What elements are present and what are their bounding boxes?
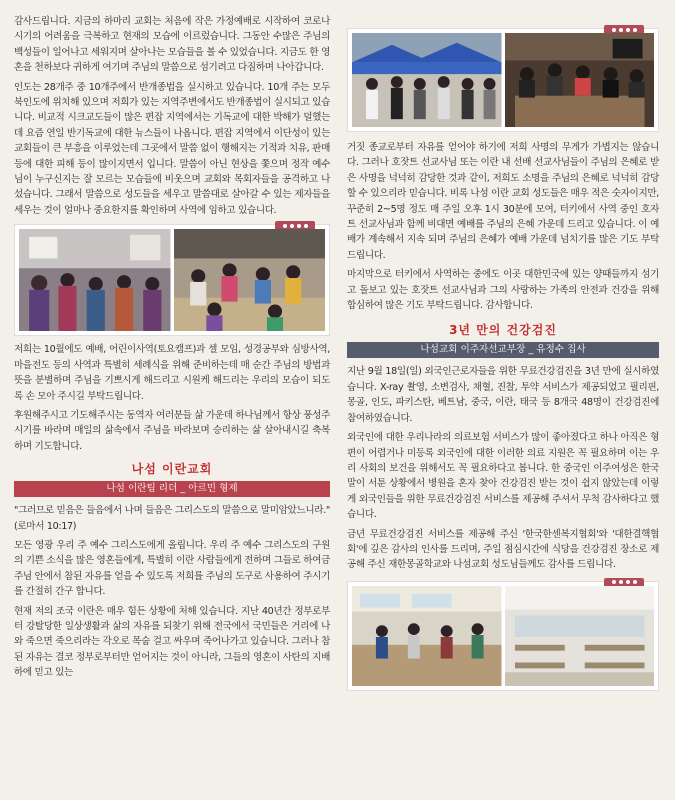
- photo-health-cafeteria: [505, 586, 655, 686]
- photo-frame-iran: [347, 28, 659, 132]
- paragraph: 인도는 28개주 중 10개주에서 반개종법을 실시하고 있습니다. 10개 주는 모두 북인도에 위치해 있으며 저희가 있는 지역주변에서도 반개종법이 실시되고 있습니다. 비교적 시크교도들이 많은 편잡 지역에서는 기독교에 대한 박해가 덜했는데 요즘 연일 반기독교에 대한 뉴스들이 나옵니다. 편잡 지역에서 이단성이 있는 교회들이 큰 부흥을 이루었는데 그곳에서 말씀 없이 행해지는 기적과 치유, 판매 등에 대한 피해 등이 많이지면서 입니다. 말씀이 아닌 현상을 쫓으며 정작 예수님이 누구신지는 잘 모르는 모습들에 비웃으며 교회와 목회자들을 공격하고 나섰습니다. 그래서 말씀으로 성도들을 세우고 말씀대로 살아갈 수 있는 제자들을 세우는 것이 얼마나 중요한지를 확인하며 사역에 임하고 있습니다.: [14, 81, 330, 216]
- paragraph: 외국인에 대한 우리나라의 의료보험 서비스가 많이 좋아졌다고 하나 아직은 형편이 어렵거나 미등록 외국인에 대한 이러한 의료 지원은 꼭 필요하며 이는 우리 사회의 보건을 위해서도 꼭 필요하다고 봅니다. 한 중국인 이주여성은 한국말이 서툰 상황에서 병원을 혼자 찾아 건강검진 받는 것이 쉽지 않았는데 이렇게 외국인들을 위한 무료건강검진 서비스를 제공해 주셔서 무척 감사하다고 했습니다.: [347, 432, 659, 521]
- paragraph: 지난 9월 18일(일) 외국인근로자들을 위한 무료건강검진을 3년 만에 실시하였습니다. X-ray 촬영, 소변검사, 채혈, 진찰, 투약 서비스가 제공되었고 필리핀, 몽골, 인도, 파키스탄, 베트남, 중국, 이란, 태국 등 8개국 48명이 건강검진에 참여하였습니다.: [347, 366, 659, 424]
- photo-children: [174, 229, 326, 331]
- author-bar: 나섬교회 이주자선교부장 _ 유정수 집사: [347, 342, 659, 358]
- photo-worship: [19, 229, 171, 331]
- paragraph: 거짓 종교로부터 자유를 얻어야 하기에 저희 사명의 무게가 가볍지는 않습니다. 그러나 호잣트 선교사님 또는 이란 내 선배 선교사님들이 주님의 은혜로 받은 사명을 넉넉히 감당한 것과 같이, 저희도 소명을 주님의 은혜로 넉넉히 감당 할 수 있으리라 믿습니다. 비록 나섬 이란 교회 성도들은 매우 적은 숫자이지만, 꾸준히 2~5명 정도 매 주일 오후 1시 30분에 모여, 터키에서 사역 중인 호자트 선교사님과 함께 비대면 예배를 주님의 은혜 가운데 드리고 있습니다. 이 예배가 계속해서 지속 되며 주님의 은혜가 예배 가운데 넘치기를 많은 기도 부탁드립니다.: [347, 142, 659, 261]
- paragraph: 마지막으로 터키에서 사역하는 중에도 이곳 대한민국에 있는 양때들까지 섬기고 돌보고 있는 호잣트 선교사님과 그의 사랑하는 가족의 안전과 건강을 위해 합심하여 많은 기도 부탁드립니다. 감사합니다.: [347, 269, 659, 312]
- paragraph: 모든 영광 우리 주 예수 그리스도에게 올립니다. 우리 주 예수 그리스도의 구원의 기쁜 소식을 많은 영혼들에게, 특별히 이란 사람들에게 전하며 그들로 하여금 주님 안에서 참된 자유를 얻을 수 있도록 저희를 주님의 도구로 사용하여 주시기를 간절히 간구 합니다.: [14, 539, 330, 598]
- photo-group-dinner: [505, 33, 655, 127]
- right-column: [347, 0, 659, 691]
- photo-frame-health: [347, 581, 659, 691]
- paragraph: 후원해주시고 기도해주시는 동역자 여러분들 삶 가운데 하나님께서 항상 풍성주시기를 바라며 매일의 삶속에서 주님을 바라보며 승리하는 삶 살아내시길 축복하며 기도합니다.: [14, 409, 330, 452]
- section-title-iran-church: 나섬 이란교회: [131, 462, 213, 477]
- bible-quote: "그러므로 믿음은 들음에서 나며 들음은 그리스도의 말씀으로 말미암았느니라."(로마서 10:17): [14, 505, 330, 532]
- paragraph: 금년 무료건강검진 서비스를 제공해 주신 '한국한센복지협회'와 '대한결핵협회'에 깊은 감사의 인사를 드리며, 주일 점심시간에 식당을 건강검진 장소로 제공해 주신 재한몽골학교와 나섬교회 성도님들께도 감사를 드립니다.: [347, 528, 659, 571]
- photo-group-outdoor: [352, 33, 502, 127]
- author-bar: 나섬 이란팀 리더 _ 아르민 형제: [14, 481, 330, 497]
- left-column: [14, 0, 330, 685]
- paragraph: 감사드립니다. 지금의 하마리 교회는 처음에 작은 가정예배로 시작하여 코로나시기의 어려움을 극복하고 현재의 모습에 이르렀습니다. 그동안 수많은 주님의 백성들이 일어나고 세워지며 살아나는 모습들을 볼 수 있었습니다. 지금도 한 영혼을 천하보다 귀하게 여기며 주님의 말씀으로 섬기려고 다짐하며 나아갑니다.: [14, 16, 330, 74]
- photo-health-room: [352, 586, 502, 686]
- photo-frame-india: [14, 224, 330, 336]
- paragraph: 현재 저의 조국 이란은 매우 힘든 상황에 처해 있습니다. 지난 40년간 정부로부터 강탈당한 일상생활과 삶의 자유를 되찾기 위해 전국에서 국민들은 거리에 나와 죽으면 죽으리라는 각오로 목숨 걸고 싸우며 죽어나가고 있습니다. 그러나 참된 자유는 결코 정부로부터만 얻어지는 것이 아니라, 그들의 영혼이 사탄의 지배하에 믿고 있는: [14, 605, 330, 679]
- paragraph: 저희는 10월에도 예배, 어린이사역(토요캠프)과 셀 모임, 성경공부와 심방사역, 마을전도 등의 사역과 특별히 세례식을 위해 준비하는데 매 순간 주님의 방법과 뜻을 분별하며 주님을 기쁘시게 해드리고 시원케 해드리는 우리의 모습이 되도록 손 모아 주시길 부탁드립니다.: [14, 344, 330, 402]
- section-title-health-check: 3년 만의 건강검진: [449, 323, 557, 338]
